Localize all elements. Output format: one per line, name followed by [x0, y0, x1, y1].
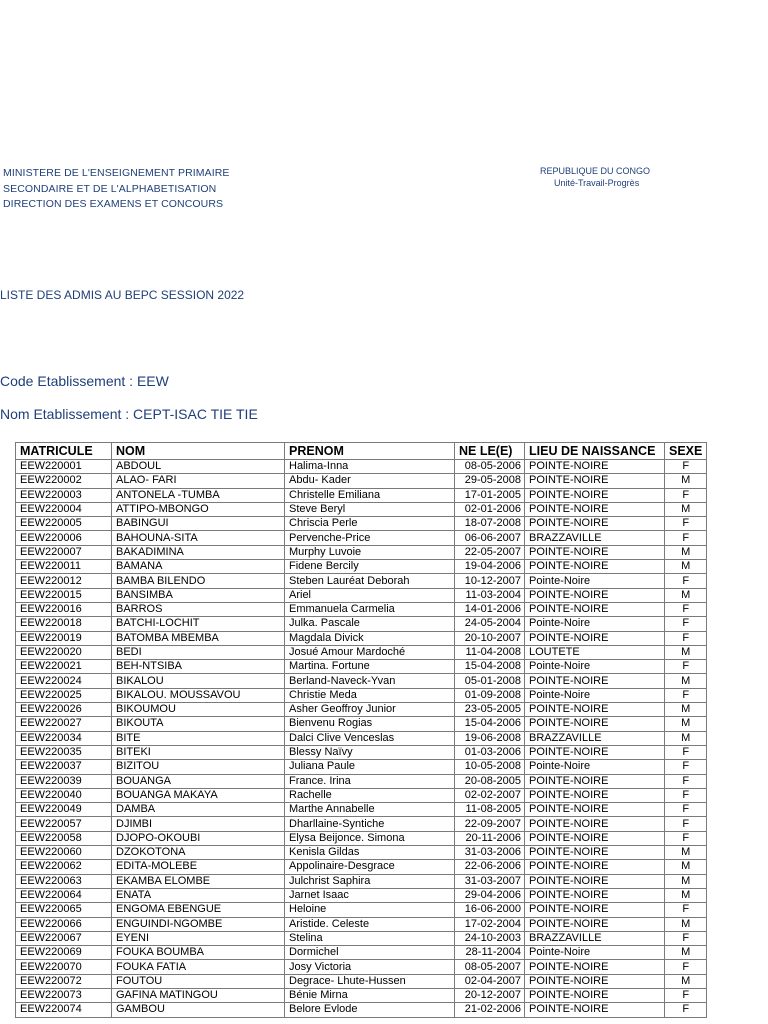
- table-row: [16, 917, 707, 931]
- table-row: [16, 946, 707, 960]
- cell-sexe: F: [665, 688, 707, 702]
- cell-matricule: EEW220019: [16, 631, 112, 645]
- cell-prenom: Dalci Clive Venceslas: [285, 731, 455, 745]
- cell-nom: BAMANA: [112, 560, 285, 574]
- cell-prenom: Josué Amour Mardoché: [285, 645, 455, 659]
- cell-nom: BIKALOU. MOUSSAVOU: [112, 688, 285, 702]
- cell-sexe: F: [665, 903, 707, 917]
- cell-sexe: M: [665, 703, 707, 717]
- cell-lieu-naissance: Pointe-Noire: [525, 760, 665, 774]
- cell-sexe: F: [665, 460, 707, 474]
- ministry-line: DIRECTION DES EXAMENS ET CONCOURS: [3, 198, 224, 210]
- ministry-line: MINISTERE DE L'ENSEIGNEMENT PRIMAIRE: [3, 167, 230, 179]
- cell-prenom: Bienvenu Rogias: [285, 717, 455, 731]
- cell-nom: EKAMBA ELOMBE: [112, 874, 285, 888]
- cell-nom: DJIMBI: [112, 817, 285, 831]
- table-row: [16, 731, 707, 745]
- cell-prenom: Pervenche-Price: [285, 531, 455, 545]
- cell-lieu-naissance: POINTE-NOIRE: [525, 817, 665, 831]
- cell-lieu-naissance: POINTE-NOIRE: [525, 988, 665, 1002]
- cell-sexe: M: [665, 674, 707, 688]
- cell-lieu-naissance: POINTE-NOIRE: [525, 831, 665, 845]
- cell-lieu-naissance: BRAZZAVILLE: [525, 931, 665, 945]
- cell-matricule: EEW220049: [16, 803, 112, 817]
- cell-matricule: EEW220011: [16, 560, 112, 574]
- cell-prenom: Degrace- Lhute-Hussen: [285, 974, 455, 988]
- cell-nom: BIKALOU: [112, 674, 285, 688]
- cell-matricule: EEW220037: [16, 760, 112, 774]
- table-row: [16, 502, 707, 516]
- cell-nom: BITEKI: [112, 745, 285, 759]
- cell-ne-le: 10-12-2007: [455, 574, 525, 588]
- column-header-prenom: PRENOM: [285, 443, 455, 460]
- cell-sexe: M: [665, 846, 707, 860]
- cell-nom: FOUKA BOUMBA: [112, 946, 285, 960]
- cell-ne-le: 22-09-2007: [455, 817, 525, 831]
- table-row: [16, 874, 707, 888]
- table-row: [16, 460, 707, 474]
- cell-sexe: F: [665, 531, 707, 545]
- cell-nom: ENGUINDI-NGOMBE: [112, 917, 285, 931]
- cell-sexe: F: [665, 1003, 707, 1017]
- table-row: [16, 745, 707, 759]
- cell-matricule: EEW220002: [16, 474, 112, 488]
- cell-lieu-naissance: POINTE-NOIRE: [525, 917, 665, 931]
- cell-matricule: EEW220060: [16, 846, 112, 860]
- cell-nom: BAKADIMINA: [112, 545, 285, 559]
- table-row: [16, 974, 707, 988]
- cell-prenom: Asher Geoffroy Junior: [285, 703, 455, 717]
- cell-nom: ABDOUL: [112, 460, 285, 474]
- cell-prenom: Belore Evlode: [285, 1003, 455, 1017]
- cell-nom: DAMBA: [112, 803, 285, 817]
- column-header-nom: NOM: [112, 443, 285, 460]
- table-row: [16, 831, 707, 845]
- cell-lieu-naissance: Pointe-Noire: [525, 574, 665, 588]
- cell-nom: ENATA: [112, 888, 285, 902]
- cell-nom: BAMBA BILENDO: [112, 574, 285, 588]
- republic-name: REPUBLIQUE DU CONGO: [540, 166, 651, 176]
- cell-prenom: Josy Victoria: [285, 960, 455, 974]
- table-row: [16, 588, 707, 602]
- ministry-header: [3, 166, 230, 213]
- cell-prenom: Aristide. Celeste: [285, 917, 455, 931]
- table-row: [16, 517, 707, 531]
- cell-ne-le: 11-08-2005: [455, 803, 525, 817]
- cell-nom: BAHOUNA-SITA: [112, 531, 285, 545]
- cell-lieu-naissance: POINTE-NOIRE: [525, 903, 665, 917]
- column-header-ne-le: NE LE(E): [455, 443, 525, 460]
- cell-matricule: EEW220018: [16, 617, 112, 631]
- cell-matricule: EEW220005: [16, 517, 112, 531]
- cell-lieu-naissance: POINTE-NOIRE: [525, 502, 665, 516]
- table-row: [16, 774, 707, 788]
- cell-nom: BABINGUI: [112, 517, 285, 531]
- table-row: [16, 660, 707, 674]
- cell-nom: BATOMBA MBEMBA: [112, 631, 285, 645]
- cell-ne-le: 02-02-2007: [455, 788, 525, 802]
- table-row: [16, 760, 707, 774]
- cell-sexe: F: [665, 574, 707, 588]
- cell-lieu-naissance: POINTE-NOIRE: [525, 517, 665, 531]
- cell-prenom: Abdu- Kader: [285, 474, 455, 488]
- cell-prenom: France. Irina: [285, 774, 455, 788]
- cell-lieu-naissance: POINTE-NOIRE: [525, 631, 665, 645]
- cell-lieu-naissance: POINTE-NOIRE: [525, 674, 665, 688]
- cell-matricule: EEW220073: [16, 988, 112, 1002]
- cell-matricule: EEW220069: [16, 946, 112, 960]
- table-row: [16, 903, 707, 917]
- cell-ne-le: 01-09-2008: [455, 688, 525, 702]
- cell-ne-le: 05-01-2008: [455, 674, 525, 688]
- cell-prenom: Christie Meda: [285, 688, 455, 702]
- cell-matricule: EEW220070: [16, 960, 112, 974]
- cell-prenom: Murphy Luvoie: [285, 545, 455, 559]
- cell-nom: ENGOMA EBENGUE: [112, 903, 285, 917]
- table-row: [16, 846, 707, 860]
- table-row: [16, 817, 707, 831]
- cell-nom: GAFINA MATINGOU: [112, 988, 285, 1002]
- table-row: [16, 488, 707, 502]
- cell-lieu-naissance: Pointe-Noire: [525, 660, 665, 674]
- cell-nom: BOUANGA MAKAYA: [112, 788, 285, 802]
- cell-ne-le: 11-03-2004: [455, 588, 525, 602]
- cell-nom: BARROS: [112, 602, 285, 616]
- nom-etablissement: Nom Etablissement : CEPT-ISAC TIE TIE: [0, 406, 258, 422]
- cell-matricule: EEW220067: [16, 931, 112, 945]
- cell-sexe: F: [665, 817, 707, 831]
- cell-lieu-naissance: BRAZZAVILLE: [525, 731, 665, 745]
- column-header-sexe: SEXE: [665, 443, 707, 460]
- cell-sexe: F: [665, 517, 707, 531]
- cell-nom: ALAO- FARI: [112, 474, 285, 488]
- cell-prenom: Steben Lauréat Deborah: [285, 574, 455, 588]
- cell-ne-le: 29-05-2008: [455, 474, 525, 488]
- cell-ne-le: 18-07-2008: [455, 517, 525, 531]
- cell-matricule: EEW220026: [16, 703, 112, 717]
- table-row: [16, 860, 707, 874]
- cell-sexe: F: [665, 831, 707, 845]
- code-etablissement: Code Etablissement : EEW: [0, 373, 169, 389]
- cell-ne-le: 21-02-2006: [455, 1003, 525, 1017]
- cell-ne-le: 10-05-2008: [455, 760, 525, 774]
- cell-matricule: EEW220065: [16, 903, 112, 917]
- cell-matricule: EEW220064: [16, 888, 112, 902]
- cell-sexe: F: [665, 788, 707, 802]
- cell-ne-le: 19-04-2006: [455, 560, 525, 574]
- cell-prenom: Martina. Fortune: [285, 660, 455, 674]
- cell-sexe: M: [665, 731, 707, 745]
- cell-prenom: Emmanuela Carmelia: [285, 602, 455, 616]
- cell-sexe: M: [665, 474, 707, 488]
- table-row: [16, 931, 707, 945]
- cell-lieu-naissance: POINTE-NOIRE: [525, 1003, 665, 1017]
- cell-prenom: Fidene Bercily: [285, 560, 455, 574]
- cell-ne-le: 20-10-2007: [455, 631, 525, 645]
- cell-matricule: EEW220021: [16, 660, 112, 674]
- cell-matricule: EEW220034: [16, 731, 112, 745]
- cell-lieu-naissance: POINTE-NOIRE: [525, 474, 665, 488]
- cell-sexe: M: [665, 502, 707, 516]
- cell-prenom: Elysa Beijonce. Simona: [285, 831, 455, 845]
- table-row: [16, 703, 707, 717]
- cell-prenom: Dormichel: [285, 946, 455, 960]
- cell-nom: ANTONELA -TUMBA: [112, 488, 285, 502]
- cell-prenom: Marthe Annabelle: [285, 803, 455, 817]
- cell-matricule: EEW220066: [16, 917, 112, 931]
- table-row: [16, 531, 707, 545]
- cell-sexe: M: [665, 874, 707, 888]
- cell-ne-le: 08-05-2006: [455, 460, 525, 474]
- table-header-row: [16, 443, 707, 460]
- cell-sexe: F: [665, 774, 707, 788]
- admis-table-wrapper: [15, 442, 707, 1018]
- republic-header: [540, 165, 650, 189]
- cell-lieu-naissance: POINTE-NOIRE: [525, 717, 665, 731]
- ministry-line: SECONDAIRE ET DE L'ALPHABETISATION: [3, 182, 217, 195]
- cell-nom: BATCHI-LOCHIT: [112, 617, 285, 631]
- cell-sexe: F: [665, 745, 707, 759]
- cell-lieu-naissance: POINTE-NOIRE: [525, 703, 665, 717]
- cell-prenom: Blessy Naïvy: [285, 745, 455, 759]
- cell-lieu-naissance: Pointe-Noire: [525, 617, 665, 631]
- cell-matricule: EEW220004: [16, 502, 112, 516]
- cell-sexe: M: [665, 588, 707, 602]
- cell-sexe: M: [665, 545, 707, 559]
- cell-lieu-naissance: POINTE-NOIRE: [525, 974, 665, 988]
- cell-nom: BIZITOU: [112, 760, 285, 774]
- cell-lieu-naissance: POINTE-NOIRE: [525, 888, 665, 902]
- cell-matricule: EEW220040: [16, 788, 112, 802]
- cell-prenom: Berland-Naveck-Yvan: [285, 674, 455, 688]
- cell-ne-le: 28-11-2004: [455, 946, 525, 960]
- cell-sexe: M: [665, 974, 707, 988]
- cell-matricule: EEW220057: [16, 817, 112, 831]
- cell-sexe: M: [665, 560, 707, 574]
- cell-matricule: EEW220012: [16, 574, 112, 588]
- cell-sexe: F: [665, 660, 707, 674]
- cell-ne-le: 31-03-2006: [455, 846, 525, 860]
- cell-matricule: EEW220020: [16, 645, 112, 659]
- cell-lieu-naissance: LOUTETE: [525, 645, 665, 659]
- cell-lieu-naissance: POINTE-NOIRE: [525, 488, 665, 502]
- cell-sexe: F: [665, 631, 707, 645]
- cell-prenom: Juliana Paule: [285, 760, 455, 774]
- cell-lieu-naissance: POINTE-NOIRE: [525, 460, 665, 474]
- column-header-lieu-naissance: LIEU DE NAISSANCE: [525, 443, 665, 460]
- cell-ne-le: 02-01-2006: [455, 502, 525, 516]
- cell-ne-le: 22-05-2007: [455, 545, 525, 559]
- cell-ne-le: 16-06-2000: [455, 903, 525, 917]
- cell-ne-le: 06-06-2007: [455, 531, 525, 545]
- cell-prenom: Dharllaine-Syntiche: [285, 817, 455, 831]
- cell-matricule: EEW220025: [16, 688, 112, 702]
- cell-matricule: EEW220015: [16, 588, 112, 602]
- cell-matricule: EEW220007: [16, 545, 112, 559]
- cell-ne-le: 19-06-2008: [455, 731, 525, 745]
- cell-ne-le: 29-04-2006: [455, 888, 525, 902]
- cell-lieu-naissance: POINTE-NOIRE: [525, 545, 665, 559]
- table-row: [16, 631, 707, 645]
- cell-matricule: EEW220016: [16, 602, 112, 616]
- cell-lieu-naissance: Pointe-Noire: [525, 946, 665, 960]
- cell-prenom: Ariel: [285, 588, 455, 602]
- cell-matricule: EEW220035: [16, 745, 112, 759]
- cell-ne-le: 15-04-2008: [455, 660, 525, 674]
- cell-sexe: F: [665, 617, 707, 631]
- cell-ne-le: 31-03-2007: [455, 874, 525, 888]
- cell-ne-le: 23-05-2005: [455, 703, 525, 717]
- table-row: [16, 474, 707, 488]
- cell-lieu-naissance: POINTE-NOIRE: [525, 788, 665, 802]
- cell-matricule: EEW220058: [16, 831, 112, 845]
- cell-sexe: F: [665, 960, 707, 974]
- admis-table: [15, 442, 707, 1018]
- cell-matricule: EEW220039: [16, 774, 112, 788]
- cell-matricule: EEW220072: [16, 974, 112, 988]
- cell-ne-le: 17-01-2005: [455, 488, 525, 502]
- cell-ne-le: 01-03-2006: [455, 745, 525, 759]
- cell-matricule: EEW220063: [16, 874, 112, 888]
- cell-nom: DJOPO-OKOUBI: [112, 831, 285, 845]
- table-row: [16, 674, 707, 688]
- cell-lieu-naissance: POINTE-NOIRE: [525, 960, 665, 974]
- table-row: [16, 988, 707, 1002]
- table-row: [16, 545, 707, 559]
- cell-prenom: Julchrist Saphira: [285, 874, 455, 888]
- table-row: [16, 602, 707, 616]
- cell-nom: BITE: [112, 731, 285, 745]
- cell-ne-le: 22-06-2006: [455, 860, 525, 874]
- cell-nom: BOUANGA: [112, 774, 285, 788]
- cell-nom: EDITA-MOLEBE: [112, 860, 285, 874]
- cell-matricule: EEW220062: [16, 860, 112, 874]
- cell-nom: FOUKA FATIA: [112, 960, 285, 974]
- table-row: [16, 788, 707, 802]
- cell-prenom: Heloine: [285, 903, 455, 917]
- cell-ne-le: 14-01-2006: [455, 602, 525, 616]
- cell-prenom: Rachelle: [285, 788, 455, 802]
- cell-ne-le: 24-10-2003: [455, 931, 525, 945]
- table-row: [16, 960, 707, 974]
- cell-sexe: F: [665, 803, 707, 817]
- cell-sexe: M: [665, 888, 707, 902]
- cell-prenom: Julka. Pascale: [285, 617, 455, 631]
- cell-prenom: Jarnet Isaac: [285, 888, 455, 902]
- table-row: [16, 617, 707, 631]
- cell-prenom: Christelle Emiliana: [285, 488, 455, 502]
- cell-prenom: Kenisla Gildas: [285, 846, 455, 860]
- cell-matricule: EEW220024: [16, 674, 112, 688]
- cell-lieu-naissance: POINTE-NOIRE: [525, 588, 665, 602]
- table-row: [16, 560, 707, 574]
- cell-prenom: Bénie Mirna: [285, 988, 455, 1002]
- cell-ne-le: 15-04-2006: [455, 717, 525, 731]
- cell-lieu-naissance: POINTE-NOIRE: [525, 860, 665, 874]
- cell-matricule: EEW220001: [16, 460, 112, 474]
- cell-prenom: Magdala Divick: [285, 631, 455, 645]
- cell-prenom: Chriscia Perle: [285, 517, 455, 531]
- cell-matricule: EEW220003: [16, 488, 112, 502]
- cell-lieu-naissance: Pointe-Noire: [525, 688, 665, 702]
- republic-motto: Unité-Travail-Progrès: [554, 178, 640, 188]
- table-row: [16, 803, 707, 817]
- cell-prenom: Halima-Inna: [285, 460, 455, 474]
- table-row: [16, 1003, 707, 1017]
- cell-nom: FOUTOU: [112, 974, 285, 988]
- cell-sexe: M: [665, 917, 707, 931]
- cell-sexe: M: [665, 717, 707, 731]
- cell-lieu-naissance: BRAZZAVILLE: [525, 531, 665, 545]
- cell-lieu-naissance: POINTE-NOIRE: [525, 874, 665, 888]
- cell-sexe: F: [665, 488, 707, 502]
- cell-nom: BANSIMBA: [112, 588, 285, 602]
- cell-prenom: Stelina: [285, 931, 455, 945]
- cell-ne-le: 20-11-2006: [455, 831, 525, 845]
- cell-ne-le: 20-12-2007: [455, 988, 525, 1002]
- cell-lieu-naissance: POINTE-NOIRE: [525, 745, 665, 759]
- cell-nom: ATTIPO-MBONGO: [112, 502, 285, 516]
- cell-nom: BIKOUTA: [112, 717, 285, 731]
- cell-sexe: F: [665, 760, 707, 774]
- cell-nom: EYENI: [112, 931, 285, 945]
- cell-lieu-naissance: POINTE-NOIRE: [525, 803, 665, 817]
- table-row: [16, 688, 707, 702]
- cell-sexe: M: [665, 946, 707, 960]
- cell-ne-le: 24-05-2004: [455, 617, 525, 631]
- cell-prenom: Steve Beryl: [285, 502, 455, 516]
- table-row: [16, 645, 707, 659]
- cell-sexe: F: [665, 988, 707, 1002]
- cell-lieu-naissance: POINTE-NOIRE: [525, 602, 665, 616]
- cell-matricule: EEW220074: [16, 1003, 112, 1017]
- table-row: [16, 888, 707, 902]
- cell-ne-le: 08-05-2007: [455, 960, 525, 974]
- cell-ne-le: 20-08-2005: [455, 774, 525, 788]
- cell-nom: DZOKOTONA: [112, 846, 285, 860]
- cell-matricule: EEW220027: [16, 717, 112, 731]
- cell-sexe: F: [665, 931, 707, 945]
- cell-lieu-naissance: POINTE-NOIRE: [525, 774, 665, 788]
- cell-prenom: Appolinaire-Desgrace: [285, 860, 455, 874]
- cell-ne-le: 02-04-2007: [455, 974, 525, 988]
- cell-nom: BEH-NTSIBA: [112, 660, 285, 674]
- table-row: [16, 717, 707, 731]
- cell-ne-le: 11-04-2008: [455, 645, 525, 659]
- column-header-matricule: MATRICULE: [16, 443, 112, 460]
- list-title: LISTE DES ADMIS AU BEPC SESSION 2022: [0, 288, 245, 302]
- cell-ne-le: 17-02-2004: [455, 917, 525, 931]
- table-row: [16, 574, 707, 588]
- cell-sexe: M: [665, 860, 707, 874]
- table-body: [16, 460, 707, 1018]
- cell-lieu-naissance: POINTE-NOIRE: [525, 560, 665, 574]
- cell-nom: GAMBOU: [112, 1003, 285, 1017]
- cell-lieu-naissance: POINTE-NOIRE: [525, 846, 665, 860]
- cell-sexe: M: [665, 645, 707, 659]
- cell-nom: BEDI: [112, 645, 285, 659]
- cell-nom: BIKOUMOU: [112, 703, 285, 717]
- cell-matricule: EEW220006: [16, 531, 112, 545]
- cell-sexe: F: [665, 602, 707, 616]
